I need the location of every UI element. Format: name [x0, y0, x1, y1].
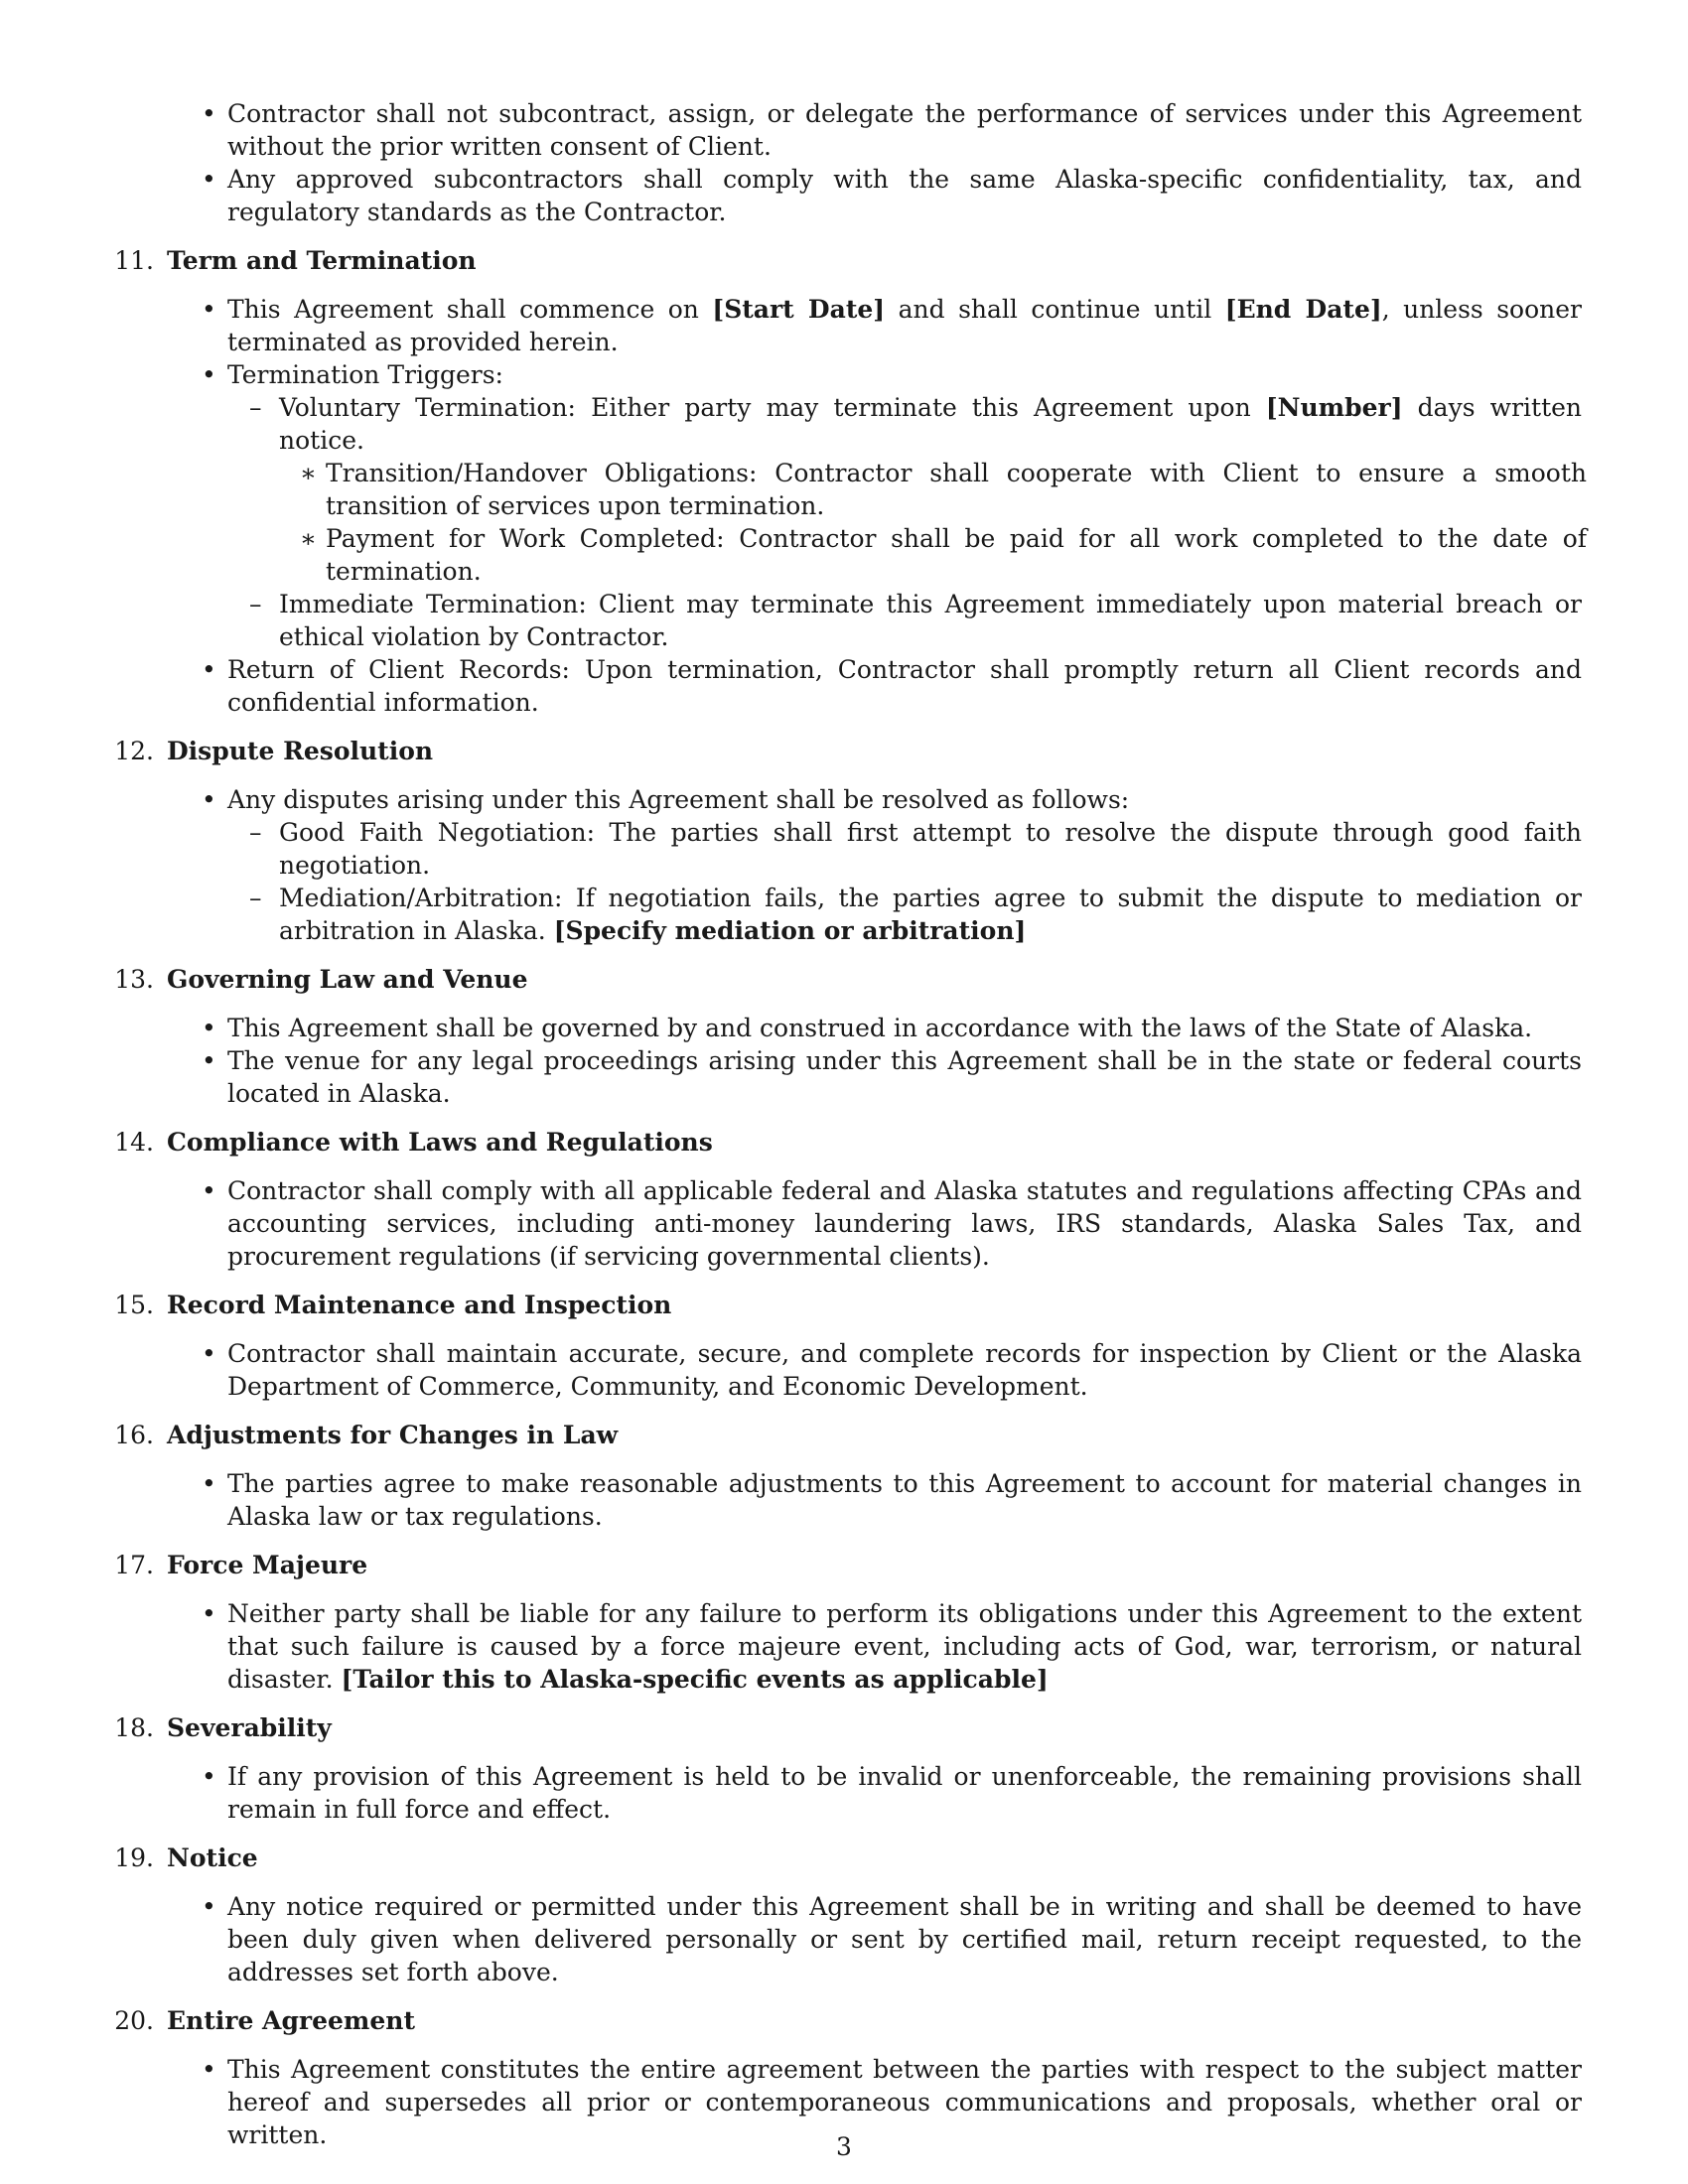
list-item: • Contractor shall maintain accurate, secure, and complete records for inspection by Client or the Alaska Department of Commerce, Community, and Economic Development.	[227, 1337, 1582, 1403]
section-heading-governing-law	[0, 963, 1688, 996]
sub-list-item: – Good Faith Negotiation: The parties shall first attempt to resolve the dispute through good faith negotiation.	[279, 816, 1582, 882]
section-heading-record-maintenance	[0, 1289, 1688, 1321]
section-heading-notice	[0, 1842, 1688, 1874]
placeholder-tailor: [Tailor this to Alaska-specific events as applicable]	[341, 1665, 1049, 1694]
text: days written notice.	[279, 393, 1583, 455]
document-body	[0, 97, 1688, 2151]
section-heading-term-termination	[0, 244, 1688, 277]
section-number: 17.	[114, 1551, 154, 1579]
section-title: Force Majeure	[167, 1551, 368, 1579]
section-title: Dispute Resolution	[167, 737, 434, 765]
list-item: • The venue for any legal proceedings arising under this Agreement shall be in the state or federal courts located in Alaska.	[227, 1044, 1582, 1110]
section-number: 11.	[114, 246, 154, 275]
text: Mediation/Arbitration: If negotiation fails, the parties agree to submit the dispute to mediation or arbitration in Alaska.	[279, 884, 1582, 945]
section-number: 15.	[114, 1291, 154, 1319]
list-item: • If any provision of this Agreement is held to be invalid or unenforceable, the remaining provisions shall remain in full force and effect.	[227, 1760, 1582, 1826]
section-title: Record Maintenance and Inspection	[167, 1291, 672, 1319]
placeholder-start-date: [Start Date]	[712, 295, 886, 324]
section-title: Adjustments for Changes in Law	[167, 1421, 619, 1449]
section-number: 14.	[114, 1128, 154, 1157]
section-number: 16.	[114, 1421, 154, 1449]
sub-list-item	[279, 391, 1582, 457]
sub-sub-list-item: ∗ Payment for Work Completed: Contractor shall be paid for all work completed to the date of termination.	[326, 522, 1587, 588]
section-title: Governing Law and Venue	[167, 965, 528, 994]
text: This Agreement shall commence on	[227, 295, 713, 324]
section-number: 12.	[114, 737, 154, 765]
section-title: Compliance with Laws and Regulations	[167, 1128, 713, 1157]
section-heading-adjustments	[0, 1419, 1688, 1451]
text: , unless sooner terminated as provided herein.	[227, 295, 1583, 356]
list-item: • Any notice required or permitted under this Agreement shall be in writing and shall be deemed to have been duly given when delivered personally or sent by certified mail, return receipt requested, to the addresses set forth above.	[227, 1890, 1582, 1988]
list-item	[227, 293, 1582, 358]
list-item: • Contractor shall not subcontract, assign, or delegate the performance of services under this Agreement without the prior written consent of Client.	[227, 97, 1582, 163]
list-item: • The parties agree to make reasonable adjustments to this Agreement to account for material changes in Alaska law or tax regulations.	[227, 1467, 1582, 1533]
section-number: 20.	[114, 2006, 154, 2035]
list-item: • Any disputes arising under this Agreement shall be resolved as follows:	[227, 783, 1582, 816]
sub-list-item	[279, 882, 1582, 947]
list-item: • Termination Triggers:	[227, 358, 1582, 391]
placeholder-mediation: [Specify mediation or arbitration]	[553, 916, 1027, 945]
section-heading-severability	[0, 1711, 1688, 1744]
sub-list-item: – Immediate Termination: Client may terminate this Agreement immediately upon material breach or ethical violation by Contractor.	[279, 588, 1582, 653]
section-title: Entire Agreement	[167, 2006, 415, 2035]
list-item: • This Agreement constitutes the entire agreement between the parties with respect to the subject matter hereof and supersedes all prior or contemporaneous communications and proposals, whether oral or written.	[227, 2053, 1582, 2151]
text: Neither party shall be liable for any failure to perform its obligations under this Agreement to the extent that such failure is caused by a force majeure event, including acts of God, war, terrorism, or natural disaster.	[227, 1599, 1582, 1694]
placeholder-end-date: [End Date]	[1224, 295, 1382, 324]
section-number: 19.	[114, 1843, 154, 1872]
sub-sub-list-item: ∗ Transition/Handover Obligations: Contractor shall cooperate with Client to ensure a smooth transition of services upon termination.	[326, 457, 1587, 522]
list-item: • Any approved subcontractors shall comply with the same Alaska-specific confidentiality, tax, and regulatory standards as the Contractor.	[227, 163, 1582, 228]
section-heading-entire-agreement	[0, 2004, 1688, 2037]
list-item: • Contractor shall comply with all applicable federal and Alaska statutes and regulations affecting CPAs and accounting services, including anti-money laundering laws, IRS standards, Alaska Sales Tax, and procurement regulations (if servicing governmental clients).	[227, 1174, 1582, 1273]
section-heading-force-majeure	[0, 1549, 1688, 1581]
list-item: • Return of Client Records: Upon termination, Contractor shall promptly return all Client records and confidential information.	[227, 653, 1582, 719]
list-item: • This Agreement shall be governed by and construed in accordance with the laws of the State of Alaska.	[227, 1012, 1582, 1044]
section-number: 18.	[114, 1713, 154, 1742]
section-number: 13.	[114, 965, 154, 994]
page-number: 3	[836, 2132, 852, 2161]
text: and shall continue until	[885, 295, 1225, 324]
section-title: Severability	[167, 1713, 332, 1742]
section-title: Notice	[167, 1843, 258, 1872]
list-item	[227, 1597, 1582, 1696]
text: Voluntary Termination: Either party may terminate this Agreement upon	[279, 393, 1266, 422]
placeholder-number: [Number]	[1265, 393, 1403, 422]
section-heading-dispute-resolution	[0, 735, 1688, 767]
section-heading-compliance	[0, 1126, 1688, 1159]
section-title: Term and Termination	[167, 246, 477, 275]
